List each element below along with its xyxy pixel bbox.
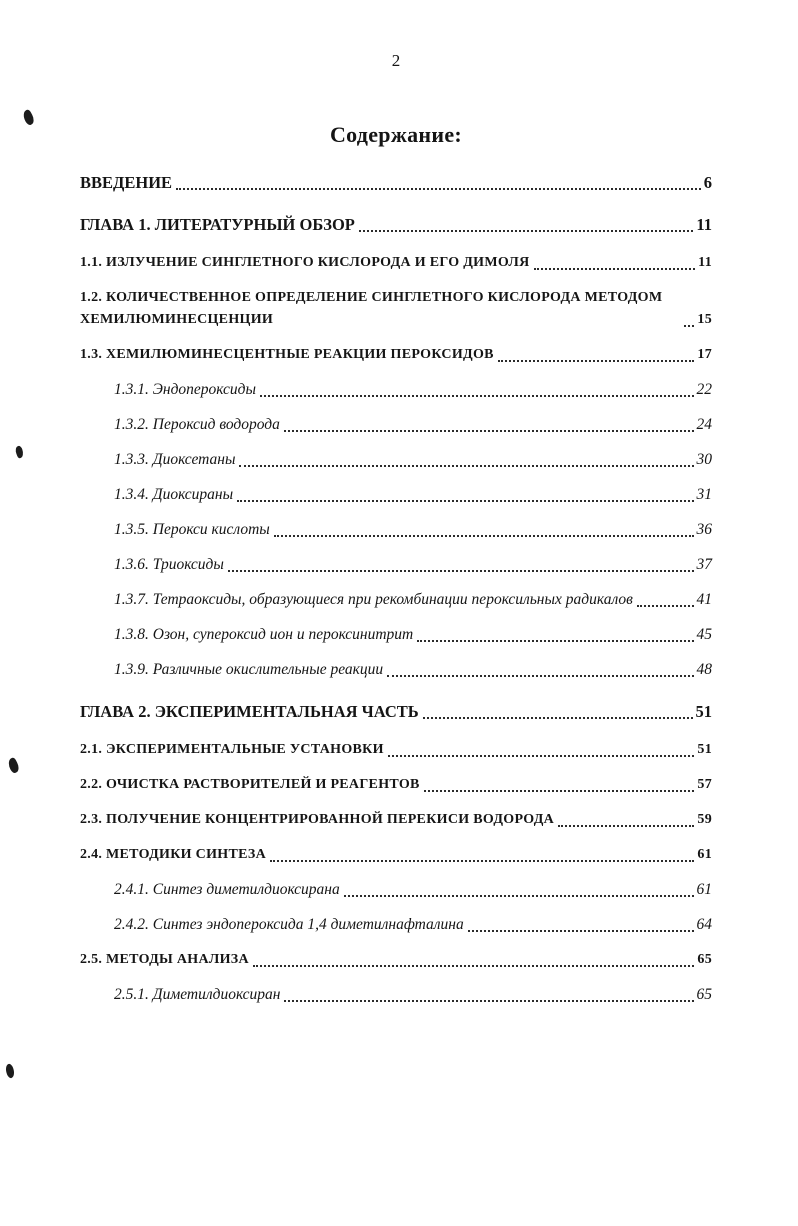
- toc-entry-label: 1.3.2. Пероксид водорода: [114, 416, 280, 433]
- page-content: [80, 50, 712, 1019]
- dot-leader: [417, 640, 693, 642]
- ink-mark: [21, 109, 36, 126]
- dot-leader: [344, 895, 694, 897]
- toc-entry-page: 48: [696, 661, 712, 678]
- toc-entry-label: 1.3. ХЕМИЛЮМИНЕСЦЕНТНЫЕ РЕАКЦИИ ПЕРОКСИДОВ: [80, 347, 494, 362]
- toc-entry: [80, 449, 712, 471]
- toc-entry-page: 45: [696, 626, 712, 643]
- dot-leader: [239, 465, 693, 467]
- toc-entry: [80, 344, 712, 366]
- toc-entry: [80, 554, 712, 576]
- toc-entry-label: 2.5.1. Диметилдиоксиран: [114, 986, 281, 1003]
- toc-entry: [80, 739, 712, 761]
- toc-entry-page: 51: [697, 742, 712, 757]
- toc-entry-page: 15: [697, 312, 712, 327]
- dot-leader: [228, 570, 694, 572]
- dot-leader: [274, 535, 694, 537]
- toc-entry: [80, 701, 712, 723]
- toc-entry-label: 2.4.1. Синтез диметилдиоксирана: [114, 881, 340, 898]
- toc-entry: [80, 214, 712, 236]
- dot-leader: [388, 755, 695, 757]
- toc-entry-label: 2.5. МЕТОДЫ АНАЛИЗА: [80, 952, 249, 967]
- toc-entry: [80, 844, 712, 866]
- ink-mark: [14, 445, 25, 459]
- toc-entry-label: 1.3.7. Тетраоксиды, образующиеся при рекомбинации пероксильных радикалов: [114, 591, 633, 608]
- toc-entry-label: 1.3.9. Различные окислительные реакции: [114, 661, 384, 678]
- toc-entry: [80, 949, 712, 971]
- dot-leader: [260, 395, 694, 397]
- toc-entry: [80, 484, 712, 506]
- toc-entry-label: ГЛАВА 2. ЭКСПЕРИМЕНТАЛЬНАЯ ЧАСТЬ: [80, 702, 419, 721]
- toc-entry: [80, 287, 712, 331]
- toc-entry-label: 2.4.2. Синтез эндопероксида 1,4 диметилнафталина: [114, 916, 464, 933]
- dot-leader: [237, 500, 693, 502]
- toc-entry-page: 36: [696, 521, 712, 538]
- toc-entry-page: 61: [696, 881, 712, 898]
- toc-entry-label: 1.3.1. Эндопероксиды: [114, 381, 256, 398]
- dot-leader: [684, 325, 694, 327]
- toc-entry-page: 64: [696, 916, 712, 933]
- dot-leader: [387, 675, 693, 677]
- toc-entry-page: 59: [697, 812, 712, 827]
- ink-mark: [4, 1063, 17, 1079]
- toc-entry: [80, 379, 712, 401]
- toc-entry-label: 1.3.3. Диоксетаны: [114, 451, 236, 468]
- toc-entry-label: 1.3.8. Озон, супероксид ион и пероксинитрит: [114, 626, 414, 643]
- toc-entry-label: ГЛАВА 1. ЛИТЕРАТУРНЫЙ ОБЗОР: [80, 215, 355, 234]
- toc-entry-page: 17: [697, 347, 712, 362]
- ink-mark: [6, 757, 21, 774]
- toc-entry-label: 1.3.6. Триоксиды: [114, 556, 224, 573]
- toc-entry-page: 11: [696, 215, 712, 234]
- toc-entry-label: 2.1. ЭКСПЕРИМЕНТАЛЬНЫЕ УСТАНОВКИ: [80, 742, 384, 757]
- toc-entry-label: 1.2. КОЛИЧЕСТВЕННОЕ ОПРЕДЕЛЕНИЕ СИНГЛЕТНОГО КИСЛОРОДА МЕТОДОМ ХЕМИЛЮМИНЕСЦЕНЦИИ: [80, 290, 663, 327]
- toc-entry: [80, 659, 712, 681]
- toc-entry-page: 61: [697, 847, 712, 862]
- toc-entry-page: 65: [696, 986, 712, 1003]
- toc-entry: [80, 879, 712, 901]
- toc-entry: [80, 252, 712, 274]
- dot-leader: [284, 430, 694, 432]
- toc-entry-page: 51: [695, 702, 712, 721]
- toc-entry-page: 31: [696, 486, 712, 503]
- toc-entry-label: ВВЕДЕНИЕ: [80, 173, 173, 192]
- toc-entry-page: 57: [697, 777, 712, 792]
- toc-entry-page: 22: [696, 381, 712, 398]
- dot-leader: [284, 1000, 693, 1002]
- dot-leader: [270, 860, 694, 862]
- toc-entry-page: 37: [696, 556, 712, 573]
- toc-entry-label: 2.2. ОЧИСТКА РАСТВОРИТЕЛЕЙ И РЕАГЕНТОВ: [80, 777, 420, 792]
- toc-entry: [80, 519, 712, 541]
- toc-entry-page: 11: [698, 255, 712, 270]
- dot-leader: [637, 605, 694, 607]
- dot-leader: [176, 188, 701, 190]
- toc-entry-page: 24: [696, 416, 712, 433]
- dot-leader: [424, 790, 695, 792]
- toc-entry-label: 1.3.4. Диоксираны: [114, 486, 234, 503]
- toc-entry: [80, 984, 712, 1006]
- toc-entry-label: 1.1. ИЗЛУЧЕНИЕ СИНГЛЕТНОГО КИСЛОРОДА И ЕГО ДИМОЛЯ: [80, 255, 530, 270]
- dot-leader: [359, 230, 694, 232]
- toc-entry-label: 2.4. МЕТОДИКИ СИНТЕЗА: [80, 847, 266, 862]
- toc-entry: [80, 809, 712, 831]
- toc-entry: [80, 624, 712, 646]
- dot-leader: [558, 825, 694, 827]
- toc-entry-label: 2.3. ПОЛУЧЕНИЕ КОНЦЕНТРИРОВАННОЙ ПЕРЕКИСИ ВОДОРОДА: [80, 812, 555, 827]
- dot-leader: [423, 717, 693, 719]
- toc-entry: [80, 914, 712, 936]
- page-number: 2: [391, 51, 401, 70]
- toc-entry-page: 65: [697, 952, 712, 967]
- dot-leader: [534, 268, 696, 270]
- dot-leader: [468, 930, 694, 932]
- dot-leader: [498, 360, 695, 362]
- page-title: Содержание:: [329, 122, 463, 147]
- toc-entry-page: 41: [696, 591, 712, 608]
- dot-leader: [253, 965, 694, 967]
- toc-entry: [80, 589, 712, 611]
- toc-entry: [80, 774, 712, 796]
- toc-entry-page: 6: [703, 173, 712, 192]
- toc-entry-page: 30: [696, 451, 712, 468]
- toc-entry: [80, 172, 712, 194]
- toc-entry-label: 1.3.5. Перокси кислоты: [114, 521, 270, 538]
- toc-entry: [80, 414, 712, 436]
